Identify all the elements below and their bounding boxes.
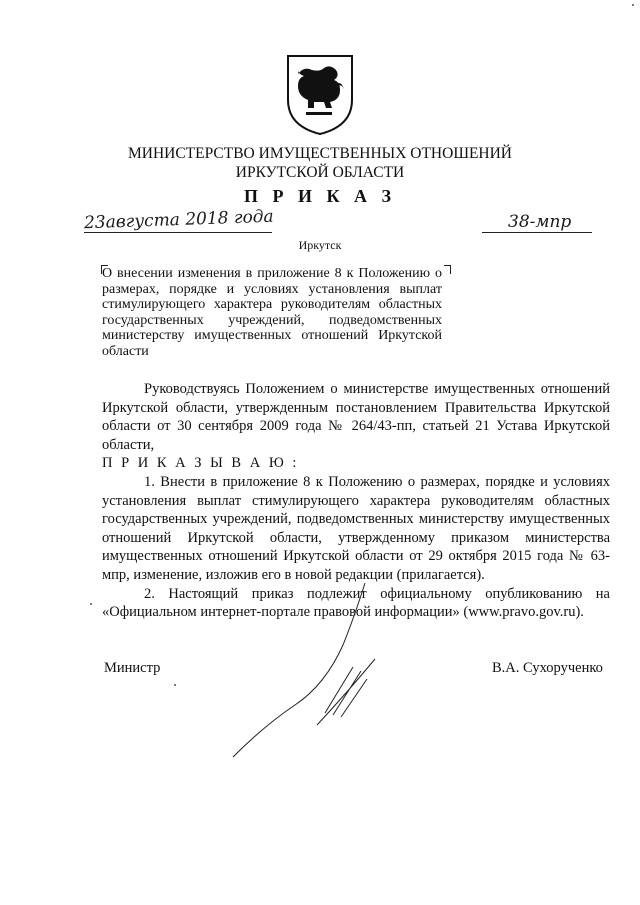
signatory-name: В.А. Сухорученко: [492, 660, 603, 676]
order-item-1: 1. Внести в приложение 8 к Положению о размерах, порядке и условиях установления выплат стимулирующего характера руководителям областных государственных учреждений, подведомственных министерству имущественных отношений Иркутской области, утвержденному приказом министерства имущественных отношений Иркутской области от 29 октября 2015 года № 63-мпр, изменение, изложив его в новой редакции (прилагается).: [102, 473, 610, 583]
scan-speck: [632, 4, 634, 6]
number-underline: [482, 232, 592, 233]
ministry-line-1: МИНИСТЕРСТВО ИМУЩЕСТВЕННЫХ ОТНОШЕНИЙ: [127, 145, 513, 162]
scan-speck: [90, 603, 92, 605]
handwritten-signature: [225, 575, 415, 765]
order-subject: О внесении изменения в приложение 8 к Положению о размерах, порядке и условиях установления выплат стимулирующего характера руководителям областных государственных учреждений, подведомственных министерству имущественных отношений Иркутской области: [102, 266, 442, 359]
handwritten-date: 23августа 2018 года: [83, 206, 274, 234]
irkutsk-coat-of-arms-icon: [284, 52, 356, 136]
ministry-line-2: ИРКУТСКОЙ ОБЛАСТИ: [235, 164, 405, 181]
scan-speck: [174, 684, 176, 686]
order-item-2: 2. Настоящий приказ подлежит официальному опубликованию на «Официальном интернет-портале правовой информации» (www.pravo.gov.ru).: [102, 585, 610, 621]
handwritten-order-number: 38-мпр: [508, 212, 572, 232]
document-type-title: П Р И К А З: [243, 186, 397, 206]
order-operative-word: П Р И К А З Ы В А Ю :: [102, 455, 299, 472]
ministry-header: [0, 144, 640, 182]
city-name: Иркутск: [298, 238, 342, 252]
preamble-paragraph: Руководствуясь Положением о министерстве имущественных отношений Иркутской области, утвержденным постановлением Правительства Иркутской области от 30 сентября 2009 года № 264/43-пп, статьей 21 Устава Иркутской области,: [102, 381, 610, 453]
subject-bracket-right: [444, 265, 451, 274]
signatory-title: Министр: [104, 660, 161, 676]
date-underline: [84, 232, 272, 233]
